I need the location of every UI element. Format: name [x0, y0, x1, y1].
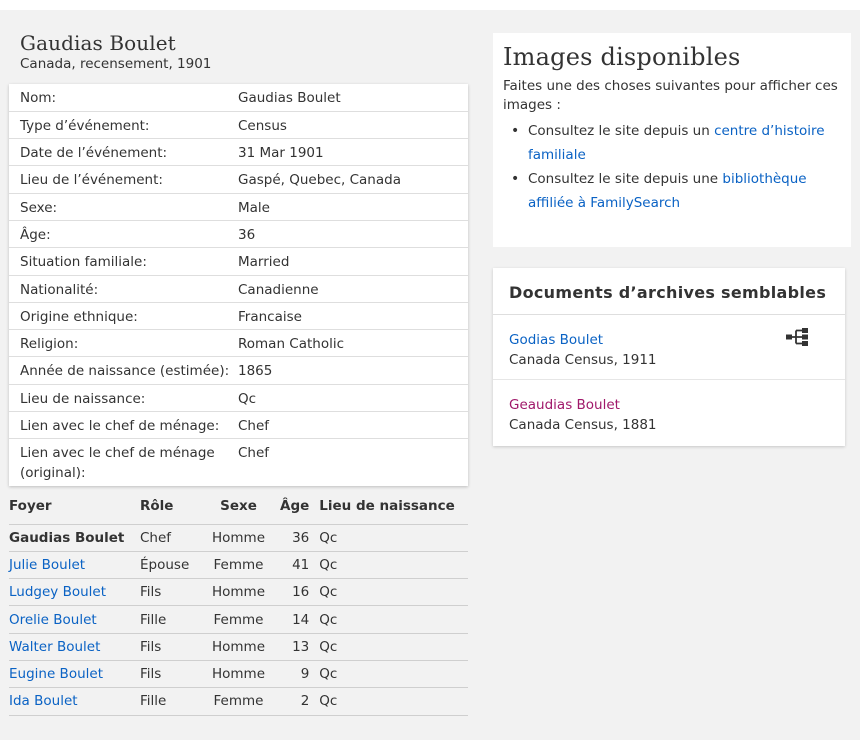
- record-field-label: Lien avec le chef de ménage (original):: [20, 445, 215, 482]
- household-member-name-cell: [9, 660, 140, 687]
- record-field-value: Qc: [238, 384, 468, 411]
- similar-record-item: [493, 380, 845, 445]
- record-field-value: Roman Catholic: [238, 330, 468, 357]
- record-field-label: Année de naissance (estimée):: [9, 357, 238, 384]
- household-member-link[interactable]: Julie Boulet: [9, 556, 86, 573]
- household-head-name: Gaudias Boulet: [9, 529, 125, 546]
- record-field-label: Type d’événement:: [9, 111, 238, 138]
- record-field-value: 31 Mar 1901: [238, 139, 468, 166]
- person-name-heading: Gaudias Boulet: [20, 31, 176, 55]
- record-field-value: Gaudias Boulet: [238, 84, 468, 111]
- household-member-name-cell: [9, 606, 140, 633]
- bullet-icon: •: [511, 171, 520, 187]
- images-available-title: Images disponibles: [503, 43, 741, 71]
- similar-records-title: Documents d’archives semblables: [493, 268, 845, 315]
- record-field-value: Married: [238, 248, 468, 275]
- record-field-row: [9, 84, 468, 111]
- record-field-value: Chef: [238, 445, 270, 462]
- household-member-birthplace-cell: Qc: [319, 579, 468, 606]
- similar-records-card: [493, 268, 845, 446]
- record-field-value: Gaspé, Quebec, Canada: [238, 166, 468, 193]
- household-member-birthplace-cell: Qc: [319, 660, 468, 687]
- household-header-sex: Sexe: [197, 498, 280, 524]
- household-member-row: [9, 606, 468, 633]
- household-member-link[interactable]: Orelie Boulet: [9, 611, 97, 628]
- household-member-age-cell: 36: [280, 524, 319, 551]
- bullet-icon: •: [511, 123, 520, 139]
- record-field-row: [9, 220, 468, 247]
- household-member-age-cell: 13: [280, 633, 319, 660]
- record-field-label: Lieu de naissance:: [9, 384, 238, 411]
- household-member-role-cell: Épouse: [140, 551, 197, 578]
- household-member-sex-cell: Homme: [197, 579, 280, 606]
- similar-record-item: [493, 315, 845, 380]
- similar-record-source: Canada Census, 1911: [509, 352, 657, 368]
- images-option-affiliate-library: [503, 167, 841, 215]
- household-member-role-cell: Fils: [140, 579, 197, 606]
- household-header-age: Âge: [280, 498, 319, 524]
- images-available-intro: Faites une des choses suivantes pour afficher ces images :: [503, 78, 838, 113]
- similar-record-link-geaudias[interactable]: Geaudias Boulet: [509, 397, 620, 413]
- household-table: [9, 498, 468, 716]
- household-member-role-cell: Chef: [140, 524, 197, 551]
- household-member-name-cell: [9, 579, 140, 606]
- record-field-label: Lieu de l’événement:: [9, 166, 238, 193]
- record-field-row: [9, 193, 468, 220]
- household-member-age-cell: 2: [280, 688, 319, 715]
- record-field-row: [9, 139, 468, 166]
- household-member-birthplace-cell: Qc: [319, 633, 468, 660]
- household-member-birthplace-cell: Qc: [319, 524, 468, 551]
- household-header-name: Foyer: [9, 498, 140, 524]
- similar-record-link-godias[interactable]: Godias Boulet: [509, 332, 604, 348]
- family-history-center-link[interactable]: centre d’histoire familiale: [528, 123, 825, 163]
- record-details-card: [9, 84, 468, 486]
- record-field-label: Nationalité:: [9, 275, 238, 302]
- record-field-label: Lien avec le chef de ménage:: [9, 412, 238, 439]
- record-field-value: Francaise: [238, 302, 468, 329]
- household-member-age-cell: 41: [280, 551, 319, 578]
- record-field-row: [9, 111, 468, 138]
- household-member-link[interactable]: Walter Boulet: [9, 638, 101, 655]
- household-member-name-cell: [9, 633, 140, 660]
- record-field-value: Male: [238, 193, 468, 220]
- record-field-label: Nom:: [9, 84, 238, 111]
- household-member-role-cell: Fils: [140, 660, 197, 687]
- household-member-sex-cell: Homme: [197, 524, 280, 551]
- household-member-sex-cell: Homme: [197, 660, 280, 687]
- record-field-value: 36: [238, 220, 468, 247]
- family-tree-icon[interactable]: [785, 327, 809, 347]
- record-field-row: [9, 166, 468, 193]
- household-member-row: [9, 633, 468, 660]
- record-field-row: [9, 384, 468, 411]
- household-member-age-cell: 14: [280, 606, 319, 633]
- record-field-label: Date de l’événement:: [9, 139, 238, 166]
- household-member-birthplace-cell: Qc: [319, 688, 468, 715]
- record-field-row: [9, 412, 468, 439]
- record-field-row: [9, 302, 468, 329]
- record-field-row: [9, 275, 468, 302]
- household-header-row: [9, 498, 468, 524]
- record-field-label: Âge:: [9, 220, 238, 247]
- record-field-row: [9, 330, 468, 357]
- record-field-label: Origine ethnique:: [9, 302, 238, 329]
- household-member-sex-cell: Femme: [197, 606, 280, 633]
- household-member-row: [9, 688, 468, 715]
- household-member-link[interactable]: Ida Boulet: [9, 693, 78, 710]
- household-member-age-cell: 9: [280, 660, 319, 687]
- images-available-card: [493, 33, 851, 247]
- household-member-link[interactable]: Eugine Boulet: [9, 666, 103, 683]
- household-member-link[interactable]: Ludgey Boulet: [9, 584, 106, 601]
- household-member-name-cell: [9, 551, 140, 578]
- household-member-role-cell: Fils: [140, 633, 197, 660]
- household-member-age-cell: 16: [280, 579, 319, 606]
- record-field-row: [9, 439, 468, 485]
- household-member-role-cell: Fille: [140, 606, 197, 633]
- record-field-label: Sexe:: [9, 193, 238, 220]
- record-details-table: [9, 84, 468, 485]
- household-member-sex-cell: Femme: [197, 688, 280, 715]
- record-field-label: Situation familiale:: [9, 248, 238, 275]
- record-field-value: 1865: [238, 357, 468, 384]
- record-field-row: [9, 357, 468, 384]
- household-member-birthplace-cell: Qc: [319, 606, 468, 633]
- household-member-row: [9, 660, 468, 687]
- household-header-role: Rôle: [140, 498, 197, 524]
- household-member-sex-cell: Femme: [197, 551, 280, 578]
- household-member-row: [9, 551, 468, 578]
- images-options-list: [503, 119, 841, 215]
- household-member-row: [9, 524, 468, 551]
- record-collection-subtitle: Canada, recensement, 1901: [20, 56, 212, 72]
- household-member-name-cell: [9, 524, 140, 551]
- household-header-birthplace: Lieu de naissance: [319, 498, 468, 524]
- record-field-value: Chef: [238, 412, 468, 439]
- images-option-family-history-center: [503, 119, 841, 167]
- record-field-label: Religion:: [9, 330, 238, 357]
- record-field-value: Canadienne: [238, 275, 468, 302]
- household-member-name-cell: [9, 688, 140, 715]
- affiliate-library-link[interactable]: bibliothèque affiliée à FamilySearch: [528, 171, 807, 211]
- similar-record-source: Canada Census, 1881: [509, 417, 657, 433]
- household-member-birthplace-cell: Qc: [319, 551, 468, 578]
- household-member-row: [9, 579, 468, 606]
- images-option-text: Consultez le site depuis un: [528, 123, 715, 139]
- images-option-text: Consultez le site depuis une: [528, 171, 723, 187]
- household-member-sex-cell: Homme: [197, 633, 280, 660]
- household-member-role-cell: Fille: [140, 688, 197, 715]
- record-field-value: Census: [238, 111, 468, 138]
- record-field-row: [9, 248, 468, 275]
